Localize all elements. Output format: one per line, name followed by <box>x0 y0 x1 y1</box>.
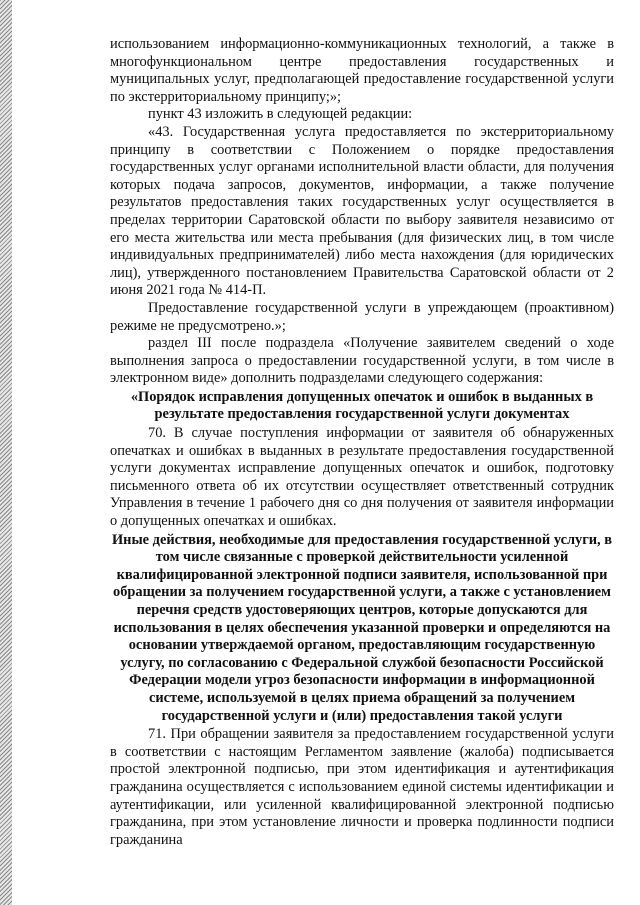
paragraph-section-iii-amendment: раздел III после подраздела «Получение заявителем сведений о ходе выполнения запроса о предоставлении государственной услуги, в том числе в электронном виде» дополнить подразделами следующего содержания: <box>110 335 614 387</box>
subsection-title-other-actions: Иные действия, необходимые для предоставления государственной услуги, в том числе связанные с проверкой действительности усиленной квалифицированной электронной подписи заявителя, использованной при обращении за получением государственной услуги, а также с установлением перечня средств удостоверяющих центров, которые допускаются для использования в целях обеспечения указанной проверки и определяются на основании утверждаемой органом, предоставляющим государственную услугу, по согласованию с Федеральной службой безопасности Российской Федерации модели угроз безопасности информации в информационной системе, используемой в целях приема обращений за получением государственной услуги и (или) предоставления такой услуги <box>111 531 613 724</box>
paragraph-item-43-instruction: пункт 43 изложить в следующей редакции: <box>148 106 413 123</box>
subsection-title-corrections: «Порядок исправления допущенных опечаток и ошибок в выданных в результате предоставления государственной услуги документах <box>130 388 594 423</box>
paragraph-proactive-mode: Предоставление государственной услуги в упреждающем (проактивном) режиме не предусмотрено.»; <box>110 299 614 334</box>
paragraph-item-43: «43. Государственная услуга предоставляется по экстерриториальному принципу в соответствии с Положением о порядке предоставления государственных услуг органами исполнительной власти области, для получения которых подача запросов, документов, информации, а также получение результатов предоставления таких государственных услуг осуществляется в пределах территории Саратовской области по выбору заявителя независимо от его места жительства или места пребывания (для физических лиц, в том числе индивидуальных предпринимателей) либо места нахождения (для юридических лиц), утвержденного постановлением Правительства Саратовской области от 2 июня 2021 года № 414-П. <box>110 123 614 299</box>
paragraph-item-70: 70. В случае поступления информации от заявителя об обнаруженных опечатках и ошибках в выданных в результате предоставления государственной услуги документах исправление допущенных опечаток и ошибок, подготовку письменного ответа об их отсутствии осуществляет ответственный сотрудник Управления в течение 1 рабочего дня со дня получения от заявителя информации о допущенных опечатках и ошибках. <box>110 425 614 530</box>
scan-edge-shadow <box>0 0 12 905</box>
document-page <box>110 36 614 849</box>
paragraph-intro-end: использованием информационно-коммуникационных технологий, а также в многофункциональном центре предоставления государственных и муниципальных услуг, предполагающей предоставление государственной услуги по экстерриториальному принципу;»; <box>110 36 614 105</box>
paragraph-item-71: 71. При обращении заявителя за предоставлением государственной услуги в соответствии с настоящим Регламентом заявление (жалоба) подписывается простой электронной подписью, при этом идентификация и аутентификация гражданина осуществляется с использованием единой системы идентификации и аутентификации, или усиленной квалифицированной электронной подписью гражданина, при этом установление личности и проверка подлинности подписи гражданина <box>110 726 614 848</box>
